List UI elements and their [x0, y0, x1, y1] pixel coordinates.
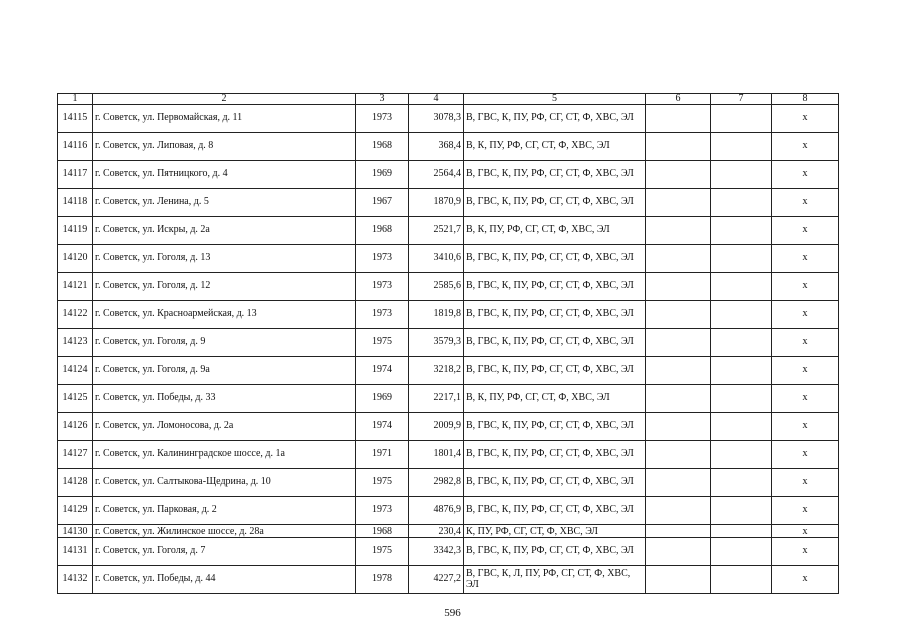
year-built-cell: 1968	[356, 525, 409, 538]
column-8-cell: х	[772, 301, 839, 329]
services-cell: В, ГВС, К, Л, ПУ, РФ, СГ, СТ, Ф, ХВС, ЭЛ	[464, 566, 646, 594]
table-row	[58, 105, 839, 133]
column-6-cell	[646, 385, 711, 413]
column-7-cell	[711, 385, 772, 413]
column-6-cell	[646, 217, 711, 245]
column-7-cell	[711, 413, 772, 441]
services-cell: В, ГВС, К, ПУ, РФ, СГ, СТ, Ф, ХВС, ЭЛ	[464, 441, 646, 469]
table-row	[58, 133, 839, 161]
row-number-cell: 14118	[58, 189, 93, 217]
column-header-1: 1	[58, 94, 93, 105]
year-built-cell: 1975	[356, 538, 409, 566]
column-6-cell	[646, 273, 711, 301]
year-built-cell: 1974	[356, 413, 409, 441]
table-row	[58, 538, 839, 566]
table-row	[58, 217, 839, 245]
services-cell: В, ГВС, К, ПУ, РФ, СГ, СТ, Ф, ХВС, ЭЛ	[464, 413, 646, 441]
year-built-cell: 1973	[356, 301, 409, 329]
housing-registry-table	[57, 93, 839, 594]
column-7-cell	[711, 357, 772, 385]
column-7-cell	[711, 469, 772, 497]
column-6-cell	[646, 469, 711, 497]
area-cell: 2564,4	[409, 161, 464, 189]
column-6-cell	[646, 301, 711, 329]
area-cell: 1801,4	[409, 441, 464, 469]
year-built-cell: 1975	[356, 329, 409, 357]
column-header-3: 3	[356, 94, 409, 105]
column-8-cell: х	[772, 385, 839, 413]
column-8-cell: х	[772, 189, 839, 217]
table-row	[58, 497, 839, 525]
services-cell: В, ГВС, К, ПУ, РФ, СГ, СТ, Ф, ХВС, ЭЛ	[464, 329, 646, 357]
column-6-cell	[646, 497, 711, 525]
address-cell: г. Советск, ул. Пятницкого, д. 4	[93, 161, 356, 189]
table-row	[58, 273, 839, 301]
year-built-cell: 1973	[356, 105, 409, 133]
table-row	[58, 189, 839, 217]
address-cell: г. Советск, ул. Первомайская, д. 11	[93, 105, 356, 133]
column-6-cell	[646, 161, 711, 189]
column-8-cell: х	[772, 525, 839, 538]
column-7-cell	[711, 497, 772, 525]
row-number-cell: 14127	[58, 441, 93, 469]
page-number: 596	[444, 607, 461, 619]
column-8-cell: х	[772, 441, 839, 469]
year-built-cell: 1973	[356, 497, 409, 525]
column-8-cell: х	[772, 161, 839, 189]
column-6-cell	[646, 133, 711, 161]
column-7-cell	[711, 301, 772, 329]
column-header-2: 2	[93, 94, 356, 105]
area-cell: 230,4	[409, 525, 464, 538]
table-row	[58, 357, 839, 385]
year-built-cell: 1973	[356, 273, 409, 301]
area-cell: 2217,1	[409, 385, 464, 413]
address-cell: г. Советск, ул. Жилинское шоссе, д. 28а	[93, 525, 356, 538]
services-cell: В, ГВС, К, ПУ, РФ, СГ, СТ, Ф, ХВС, ЭЛ	[464, 469, 646, 497]
address-cell: г. Советск, ул. Гоголя, д. 7	[93, 538, 356, 566]
area-cell: 2982,8	[409, 469, 464, 497]
row-number-cell: 14129	[58, 497, 93, 525]
row-number-cell: 14123	[58, 329, 93, 357]
year-built-cell: 1978	[356, 566, 409, 594]
area-cell: 3342,3	[409, 538, 464, 566]
row-number-cell: 14131	[58, 538, 93, 566]
column-7-cell	[711, 566, 772, 594]
column-8-cell: х	[772, 217, 839, 245]
table-row	[58, 301, 839, 329]
column-7-cell	[711, 329, 772, 357]
services-cell: В, ГВС, К, ПУ, РФ, СГ, СТ, Ф, ХВС, ЭЛ	[464, 497, 646, 525]
column-6-cell	[646, 538, 711, 566]
column-6-cell	[646, 329, 711, 357]
services-cell: В, К, ПУ, РФ, СГ, СТ, Ф, ХВС, ЭЛ	[464, 133, 646, 161]
table-row	[58, 385, 839, 413]
column-6-cell	[646, 441, 711, 469]
address-cell: г. Советск, ул. Победы, д. 44	[93, 566, 356, 594]
address-cell: г. Советск, ул. Салтыкова-Щедрина, д. 10	[93, 469, 356, 497]
address-cell: г. Советск, ул. Победы, д. 33	[93, 385, 356, 413]
row-number-cell: 14117	[58, 161, 93, 189]
table-row	[58, 329, 839, 357]
column-6-cell	[646, 105, 711, 133]
services-cell: В, ГВС, К, ПУ, РФ, СГ, СТ, Ф, ХВС, ЭЛ	[464, 105, 646, 133]
column-8-cell: х	[772, 538, 839, 566]
column-8-cell: х	[772, 357, 839, 385]
area-cell: 4876,9	[409, 497, 464, 525]
column-8-cell: х	[772, 469, 839, 497]
column-8-cell: х	[772, 133, 839, 161]
row-number-cell: 14121	[58, 273, 93, 301]
year-built-cell: 1973	[356, 245, 409, 273]
row-number-cell: 14119	[58, 217, 93, 245]
table-row	[58, 413, 839, 441]
year-built-cell: 1967	[356, 189, 409, 217]
table-row	[58, 245, 839, 273]
year-built-cell: 1974	[356, 357, 409, 385]
area-cell: 368,4	[409, 133, 464, 161]
year-built-cell: 1969	[356, 161, 409, 189]
column-7-cell	[711, 217, 772, 245]
table-row	[58, 469, 839, 497]
row-number-cell: 14128	[58, 469, 93, 497]
column-7-cell	[711, 441, 772, 469]
column-7-cell	[711, 161, 772, 189]
area-cell: 3579,3	[409, 329, 464, 357]
address-cell: г. Советск, ул. Гоголя, д. 13	[93, 245, 356, 273]
column-8-cell: х	[772, 497, 839, 525]
row-number-cell: 14120	[58, 245, 93, 273]
services-cell: В, ГВС, К, ПУ, РФ, СГ, СТ, Ф, ХВС, ЭЛ	[464, 301, 646, 329]
column-8-cell: х	[772, 329, 839, 357]
column-7-cell	[711, 273, 772, 301]
column-7-cell	[711, 525, 772, 538]
address-cell: г. Советск, ул. Ломоносова, д. 2а	[93, 413, 356, 441]
table-row	[58, 525, 839, 538]
address-cell: г. Советск, ул. Искры, д. 2а	[93, 217, 356, 245]
row-number-cell: 14132	[58, 566, 93, 594]
table-row	[58, 161, 839, 189]
address-cell: г. Советск, ул. Ленина, д. 5	[93, 189, 356, 217]
year-built-cell: 1968	[356, 217, 409, 245]
address-cell: г. Советск, ул. Гоголя, д. 9а	[93, 357, 356, 385]
column-8-cell: х	[772, 273, 839, 301]
services-cell: В, ГВС, К, ПУ, РФ, СГ, СТ, Ф, ХВС, ЭЛ	[464, 189, 646, 217]
address-cell: г. Советск, ул. Гоголя, д. 12	[93, 273, 356, 301]
column-7-cell	[711, 133, 772, 161]
area-cell: 1870,9	[409, 189, 464, 217]
services-cell: К, ПУ, РФ, СГ, СТ, Ф, ХВС, ЭЛ	[464, 525, 646, 538]
column-6-cell	[646, 189, 711, 217]
column-6-cell	[646, 525, 711, 538]
year-built-cell: 1971	[356, 441, 409, 469]
column-6-cell	[646, 566, 711, 594]
year-built-cell: 1968	[356, 133, 409, 161]
services-cell: В, ГВС, К, ПУ, РФ, СГ, СТ, Ф, ХВС, ЭЛ	[464, 357, 646, 385]
year-built-cell: 1975	[356, 469, 409, 497]
column-6-cell	[646, 413, 711, 441]
column-8-cell: х	[772, 245, 839, 273]
area-cell: 2521,7	[409, 217, 464, 245]
area-cell: 3410,6	[409, 245, 464, 273]
address-cell: г. Советск, ул. Парковая, д. 2	[93, 497, 356, 525]
row-number-cell: 14124	[58, 357, 93, 385]
column-header-5: 5	[464, 94, 646, 105]
row-number-cell: 14116	[58, 133, 93, 161]
address-cell: г. Советск, ул. Калининградское шоссе, д. 1а	[93, 441, 356, 469]
address-cell: г. Советск, ул. Липовая, д. 8	[93, 133, 356, 161]
column-header-8: 8	[772, 94, 839, 105]
table-body	[58, 105, 839, 594]
column-8-cell: х	[772, 413, 839, 441]
column-7-cell	[711, 245, 772, 273]
column-8-cell: х	[772, 105, 839, 133]
column-6-cell	[646, 245, 711, 273]
services-cell: В, К, ПУ, РФ, СГ, СТ, Ф, ХВС, ЭЛ	[464, 385, 646, 413]
address-cell: г. Советск, ул. Гоголя, д. 9	[93, 329, 356, 357]
table-row	[58, 441, 839, 469]
column-header-6: 6	[646, 94, 711, 105]
table-row	[58, 566, 839, 594]
column-7-cell	[711, 105, 772, 133]
area-cell: 3078,3	[409, 105, 464, 133]
address-cell: г. Советск, ул. Красноармейская, д. 13	[93, 301, 356, 329]
services-cell: В, ГВС, К, ПУ, РФ, СГ, СТ, Ф, ХВС, ЭЛ	[464, 273, 646, 301]
services-cell: В, ГВС, К, ПУ, РФ, СГ, СТ, Ф, ХВС, ЭЛ	[464, 161, 646, 189]
row-number-cell: 14125	[58, 385, 93, 413]
column-number-row	[58, 94, 839, 105]
row-number-cell: 14126	[58, 413, 93, 441]
column-7-cell	[711, 538, 772, 566]
column-header-7: 7	[711, 94, 772, 105]
area-cell: 1819,8	[409, 301, 464, 329]
row-number-cell: 14122	[58, 301, 93, 329]
year-built-cell: 1969	[356, 385, 409, 413]
area-cell: 2585,6	[409, 273, 464, 301]
area-cell: 3218,2	[409, 357, 464, 385]
row-number-cell: 14115	[58, 105, 93, 133]
services-cell: В, ГВС, К, ПУ, РФ, СГ, СТ, Ф, ХВС, ЭЛ	[464, 245, 646, 273]
services-cell: В, К, ПУ, РФ, СГ, СТ, Ф, ХВС, ЭЛ	[464, 217, 646, 245]
column-header-4: 4	[409, 94, 464, 105]
area-cell: 4227,2	[409, 566, 464, 594]
column-6-cell	[646, 357, 711, 385]
column-7-cell	[711, 189, 772, 217]
column-8-cell: х	[772, 566, 839, 594]
services-cell: В, ГВС, К, ПУ, РФ, СГ, СТ, Ф, ХВС, ЭЛ	[464, 538, 646, 566]
area-cell: 2009,9	[409, 413, 464, 441]
row-number-cell: 14130	[58, 525, 93, 538]
